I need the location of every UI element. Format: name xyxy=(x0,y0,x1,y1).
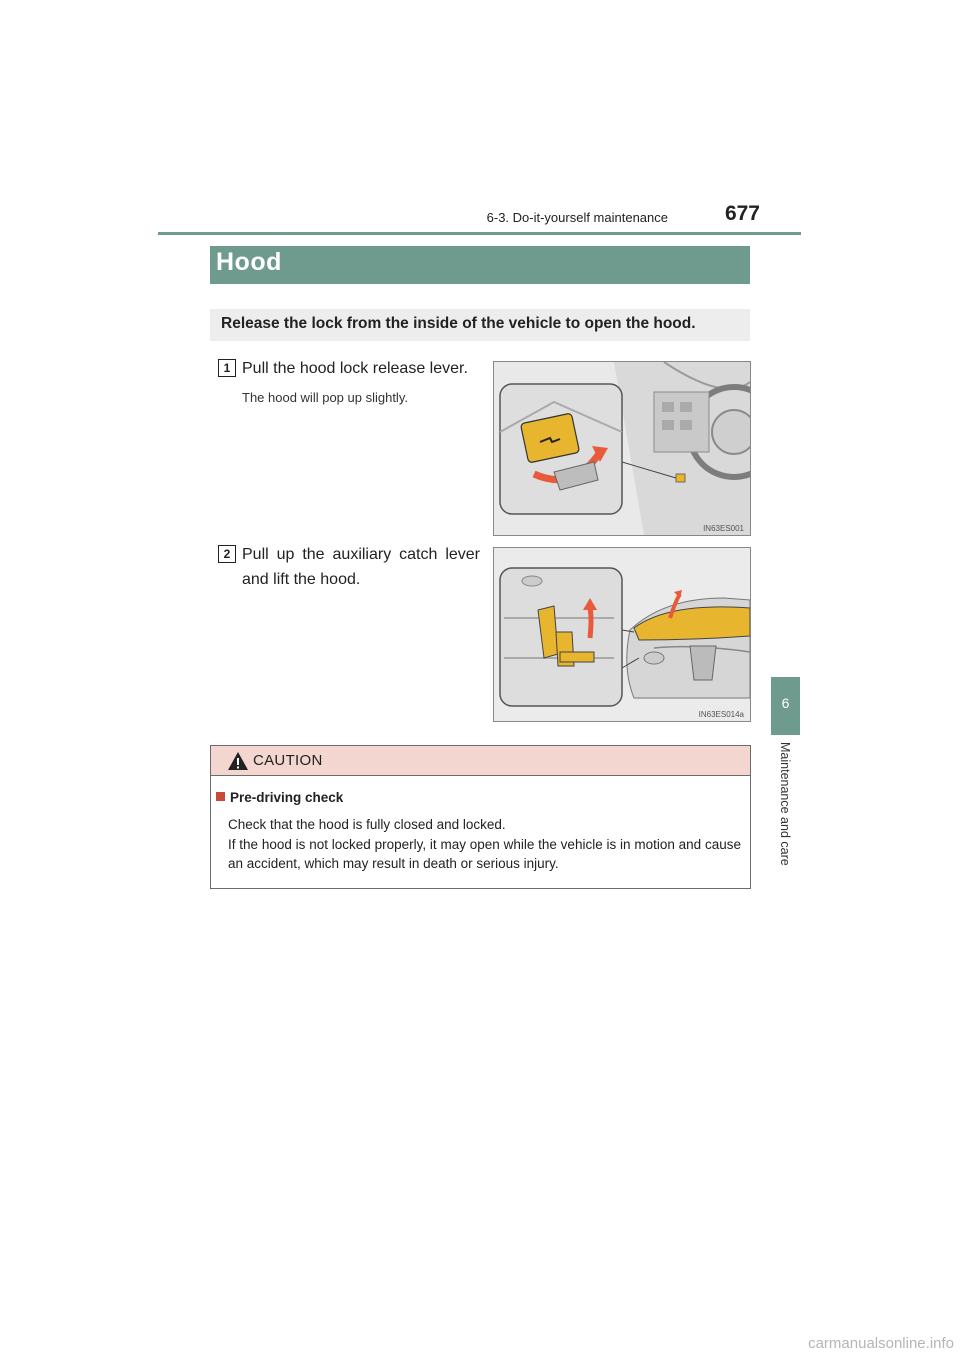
figure-2-code: IN63ES014a xyxy=(698,710,744,719)
header-rule xyxy=(158,232,801,235)
caution-header xyxy=(211,746,750,776)
hood-release-lever-illustration xyxy=(494,362,750,535)
warning-triangle-icon xyxy=(227,751,249,771)
page-title: Hood xyxy=(216,248,282,276)
intro-box xyxy=(210,309,750,341)
step-1-badge: 1 xyxy=(218,359,236,377)
auxiliary-catch-illustration xyxy=(494,548,750,721)
watermark-text: carmanualsonline.info xyxy=(808,1335,954,1352)
step-1-text: Pull the hood lock release lever. xyxy=(242,360,468,377)
chapter-label xyxy=(770,742,800,887)
step-1-subtext: The hood will pop up slightly. xyxy=(242,390,408,405)
page-title-bar xyxy=(210,246,750,284)
chapter-label-text: Maintenance and care xyxy=(778,742,792,866)
bullet-square-icon xyxy=(216,792,225,801)
page-number: 677 xyxy=(724,202,760,225)
caution-heading xyxy=(216,790,343,805)
caution-line-2: If the hood is not locked properly, it may open while the vehicle is in motion and cause an accident, which may result in death or serious injury. xyxy=(228,836,741,871)
step-2-badge: 2 xyxy=(218,545,236,563)
auxiliary-catch-lever-figure xyxy=(493,547,751,722)
figure-1-code: IN63ES001 xyxy=(703,524,744,533)
hood-release-lever-figure xyxy=(493,361,751,536)
caution-heading-text: Pre-driving check xyxy=(230,790,344,805)
caution-box xyxy=(210,745,751,889)
caution-line-1: Check that the hood is fully closed and locked. xyxy=(228,817,506,832)
caution-body xyxy=(228,815,741,874)
intro-text: Release the lock from the inside of the vehicle to open the hood. xyxy=(221,315,696,332)
chapter-tab: 6 xyxy=(771,677,800,735)
watermark xyxy=(548,1334,960,1356)
section-title: 6-3. Do-it-yourself maintenance xyxy=(486,210,668,225)
step-2-text: Pull up the auxiliary catch lever and lift the hood. xyxy=(242,546,480,588)
caution-title: CAUTION xyxy=(253,752,323,769)
